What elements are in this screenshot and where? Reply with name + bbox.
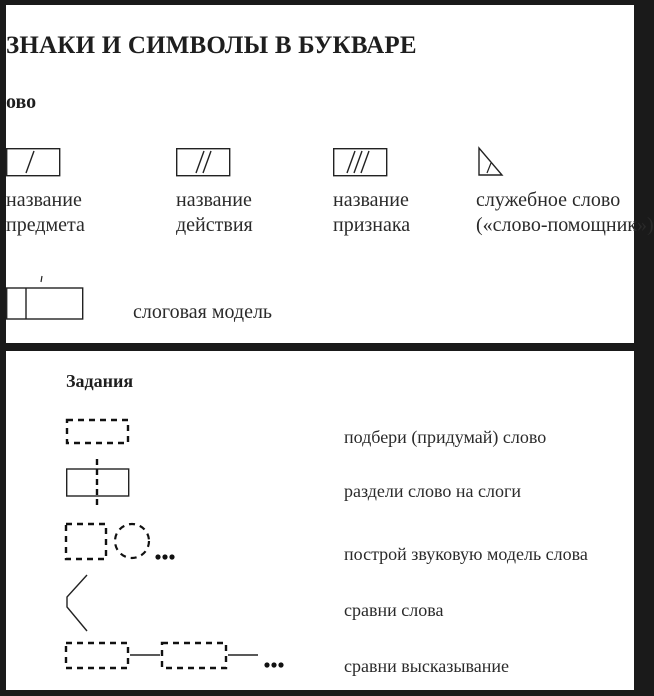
symbol-label-action: название действия bbox=[176, 189, 253, 236]
single-slash-box-icon bbox=[6, 148, 62, 178]
dashed-rectangle-icon bbox=[66, 419, 130, 445]
sound-model-icon bbox=[64, 521, 184, 563]
task-label-compare-words: сравни слова bbox=[344, 600, 444, 620]
triangle-icon bbox=[478, 147, 506, 177]
task-label-divide-syllables: раздели слово на слоги bbox=[344, 481, 521, 501]
triple-slash-box-icon bbox=[333, 148, 389, 178]
page-title: ЗНАКИ И СИМВОЛЫ В БУКВАРЕ bbox=[6, 32, 417, 59]
task-label-sound-model: построй звуковую модель слова bbox=[344, 544, 588, 564]
symbol-label-object: название предмета bbox=[6, 189, 85, 236]
symbol-label-function-word: служебное слово («слово-помощник») bbox=[476, 189, 654, 236]
double-slash-box-icon bbox=[176, 148, 232, 178]
tasks-heading: Задания bbox=[66, 371, 134, 391]
sentence-model-icon bbox=[64, 641, 294, 675]
symbols-panel bbox=[6, 5, 654, 343]
symbol-label-attribute: название признака bbox=[333, 189, 411, 236]
task-label-compare-statement: сравни высказывание bbox=[344, 656, 509, 676]
tasks-panel bbox=[6, 351, 634, 690]
divided-rectangle-icon bbox=[66, 459, 132, 507]
syllable-model-label: слоговая модель bbox=[133, 301, 273, 323]
syllable-model-icon bbox=[6, 273, 86, 321]
task-label-pick-word: подбери (придумай) слово bbox=[344, 427, 547, 447]
angle-bracket-icon bbox=[61, 573, 95, 635]
section-heading: ово bbox=[6, 91, 37, 113]
